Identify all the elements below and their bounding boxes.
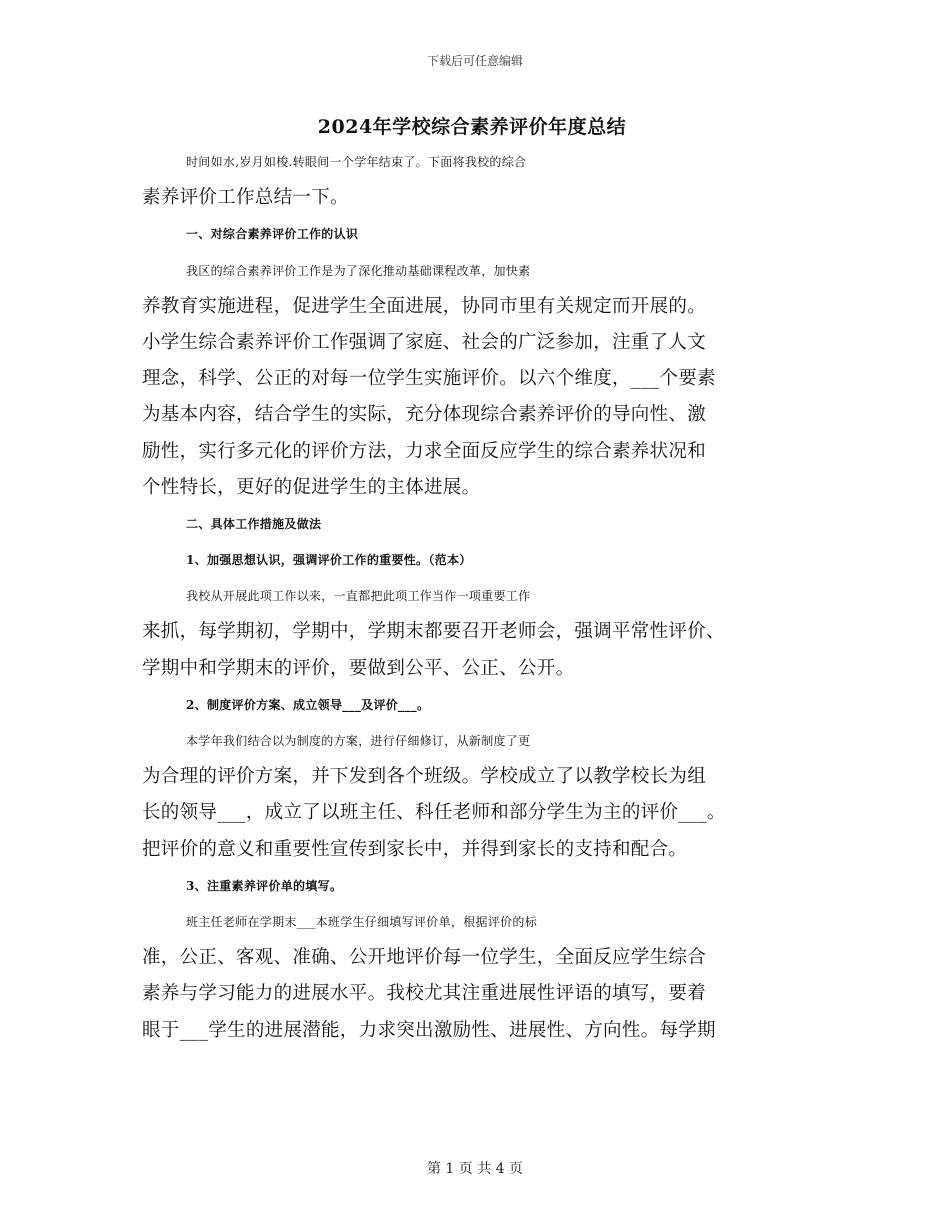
text-line: 来抓，每学期初，学期中，学期末都要召开老师会，强调平常性评价、: [142, 621, 725, 643]
text-line: 时间如水,岁月如梭.转眼间一个学年结束了。下面将我校的综合: [186, 155, 527, 169]
section-heading: 2、制度评价方案、成立领导___及评价___。: [186, 697, 430, 712]
text-line: 素养评价工作总结一下。: [142, 187, 349, 209]
text-line: 我区的综合素养评价工作是为了深化推动基础课程改革，加快素: [186, 263, 531, 278]
text-line: 准，公正、客观、准确、公开地评价每一位学生，全面反应学生综合: [142, 947, 707, 969]
text-line: 为合理的评价方案，并下发到各个班级。学校成立了以教学校长为组: [142, 766, 707, 788]
text-line: 长的领导___，成立了以班主任、科任老师和部分学生为主的评价___。: [142, 802, 726, 824]
text-line: 养教育实施进程，促进学生全面进展，协同市里有关规定而开展的。: [142, 295, 707, 317]
text-line: 学期中和学期末的评价，要做到公平、公正、公开。: [142, 657, 575, 679]
page-footer: 第 1 页 共 4 页: [426, 1161, 524, 1177]
document-title: 2024年学校综合素养评价年度总结: [317, 116, 627, 138]
text-line: 理念，科学、公正的对每一位学生实施评价。以六个维度，___个要素: [142, 368, 716, 390]
download-note: 下载后可任意编辑: [426, 54, 523, 68]
document-text: [142, 144, 802, 1049]
text-line: 班主任老师在学期末___本班学生仔细填写评价单，根据评价的标: [186, 914, 538, 929]
text-line: 本学年我们结合以为制度的方案，进行仔细修订，从新制度了更: [186, 734, 531, 748]
text-line: 小学生综合素养评价工作强调了家庭、社会的广泛参加，注重了人文: [142, 331, 707, 353]
text-line: 为基本内容，结合学生的实际，充分体现综合素养评价的导向性、激: [142, 404, 707, 426]
text-line: 个性特长，更好的促进学生的主体进展。: [142, 476, 481, 498]
document-body: [142, 110, 802, 1049]
text-line: 励性，实行多元化的评价方法，力求全面反应学生的综合素养状况和: [142, 440, 707, 462]
section-heading: 1、加强思想认识，强调评价工作的重要性。（范本）: [186, 553, 472, 568]
text-line: 我校从开展此项工作以来，一直都把此项工作当作一项重要工作: [186, 589, 531, 604]
text-line: 把评价的意义和重要性宣传到家长中，并得到家长的支持和配合。: [142, 838, 688, 860]
section-heading: 3、注重素养评价单的填写。: [186, 878, 343, 893]
section-heading: 一、对综合素养评价工作的认识: [186, 227, 359, 242]
section-heading: 二、具体工作措施及做法: [186, 516, 322, 531]
text-line: 眼于___学生的进展潜能，力求突出激励性、进展性、方向性。每学期: [142, 1019, 716, 1041]
text-line: 素养与学习能力的进展水平。我校尤其注重进展性评语的填写，要着: [142, 983, 707, 1005]
